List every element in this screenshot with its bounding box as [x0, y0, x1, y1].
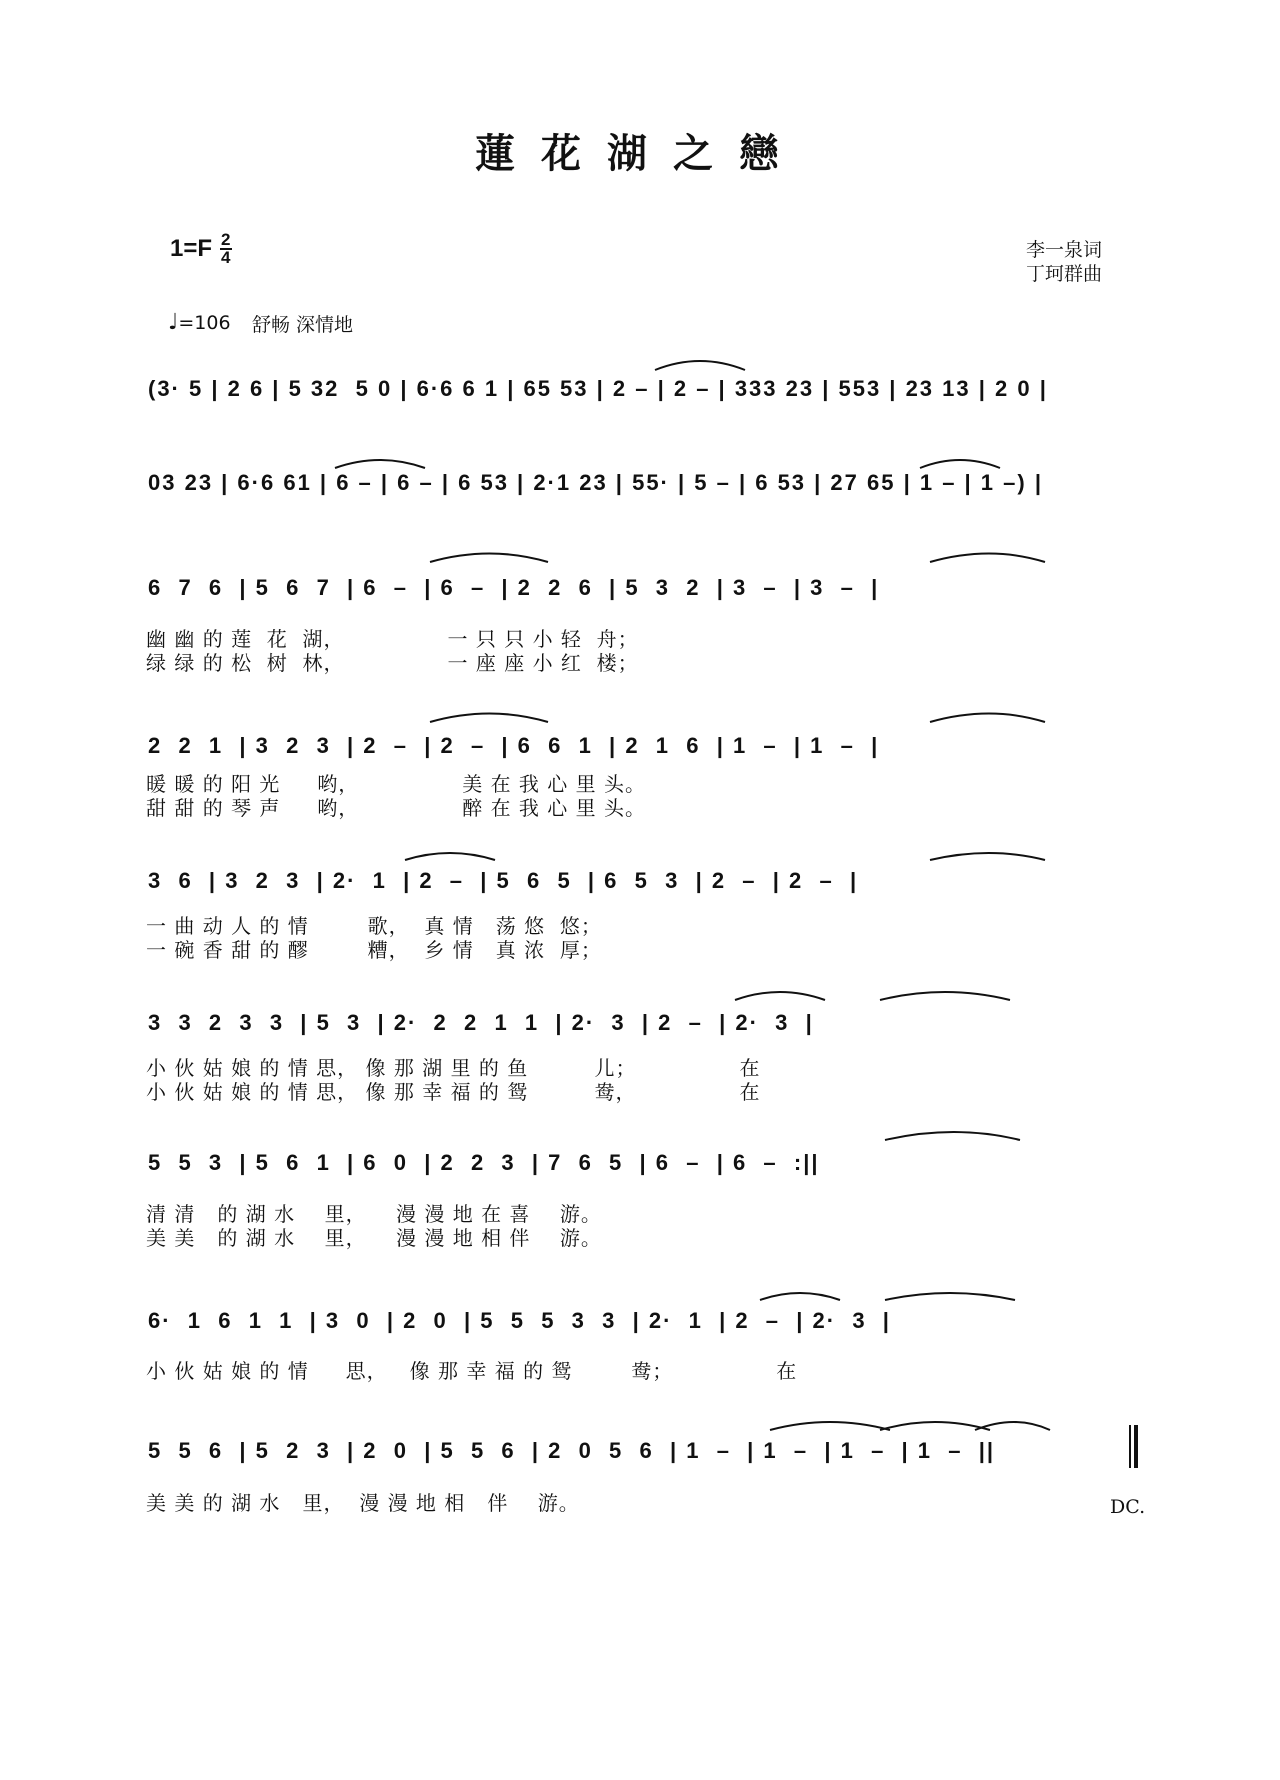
- expression-marking: 舒畅 深情地: [252, 314, 354, 336]
- quarter-note-icon: ♩: [168, 310, 179, 335]
- notation-row-2: 03 23 | 6·6 61 | 6 – | 6 – | 6 53 | 2·1 23 | 55· | 5 – | 6 53 | 27 65 | 1 – | 1 –) |: [148, 470, 1043, 495]
- tempo-marking: [168, 310, 231, 335]
- slur: [930, 853, 1045, 860]
- lyric-row-3-verse-2: 绿 绿 的 松 树 林， 一 座 座 小 红 楼；: [146, 651, 639, 675]
- lyric-row-8-verse-1: 小 伙 姑 娘 的 情 思， 像 那 幸 福 的 鸳 鸯； 在: [146, 1359, 798, 1383]
- time-signature: [220, 232, 231, 266]
- slur: [885, 1293, 1015, 1300]
- notation-row-1: (3· 5 | 2 6 | 5 32 5 0 | 6·6 6 1 | 65 53 | 2 – | 2 – | 333 23 | 553 | 23 13 | 2 0 |: [148, 376, 1048, 401]
- notation-row-6: 3 3 2 3 3 | 5 3 | 2· 2 2 1 1 | 2· 3 | 2 – | 2· 3 |: [148, 1010, 814, 1035]
- lyric-row-6-verse-2: 小 伙 姑 娘 的 情 思， 像 那 幸 福 的 鸳 鸯， 在: [146, 1080, 761, 1104]
- slur: [335, 460, 425, 468]
- slur: [430, 714, 548, 723]
- notation-row-3: 6 7 6 | 5 6 7 | 6 – | 6 – | 2 2 6 | 5 3 2 | 3 – | 3 – |: [148, 575, 880, 600]
- slur: [735, 992, 825, 1000]
- notation-row-7: 5 5 3 | 5 6 1 | 6 0 | 2 2 3 | 7 6 5 | 6 – | 6 – :||: [148, 1150, 820, 1175]
- composer-credit: 丁珂群曲: [1025, 263, 1102, 285]
- credits: [1026, 238, 1102, 286]
- slur: [975, 1422, 1050, 1430]
- key-signature: [170, 232, 232, 266]
- lyric-row-4-verse-2: 甜 甜 的 琴 声 哟， 醉 在 我 心 里 头。: [146, 796, 647, 820]
- slur: [920, 460, 1000, 468]
- slur: [430, 554, 548, 563]
- lyric-row-7-verse-2: 美 美 的 湖 水 里， 漫 漫 地 相 伴 游。: [146, 1226, 602, 1250]
- notation-row-4: 2 2 1 | 3 2 3 | 2 – | 2 – | 6 6 1 | 2 1 6 | 1 – | 1 – |: [148, 733, 880, 758]
- song-title: 蓮花湖之戀: [475, 130, 805, 177]
- time-bottom: 4: [221, 248, 231, 267]
- slur: [770, 1422, 890, 1430]
- tempo-value: =106: [178, 312, 231, 334]
- lyric-row-5-verse-1: 一 曲 动 人 的 情 歌， 真 情 荡 悠 悠；: [146, 914, 602, 938]
- da-capo-mark: DC.: [1110, 1496, 1146, 1518]
- lyric-row-6-verse-1: 小 伙 姑 娘 的 情 思， 像 那 湖 里 的 鱼 儿； 在: [146, 1056, 761, 1080]
- time-top: 2: [221, 230, 231, 249]
- slur: [880, 992, 1010, 1000]
- slur: [930, 554, 1045, 563]
- lyric-row-4-verse-1: 暖 暖 的 阳 光 哟， 美 在 我 心 里 头。: [146, 772, 647, 796]
- lyric-row-5-verse-2: 一 碗 香 甜 的 醪 糟， 乡 情 真 浓 厚；: [146, 938, 602, 962]
- lyricist-credit: 李一泉词: [1025, 239, 1102, 261]
- lyric-row-7-verse-1: 清 清 的 湖 水 里， 漫 漫 地 在 喜 游。: [146, 1202, 602, 1226]
- slur: [880, 1422, 990, 1430]
- notation-row-9: 5 5 6 | 5 2 3 | 2 0 | 5 5 6 | 2 0 5 6 | 1 – | 1 – | 1 – | 1 – ||: [148, 1438, 996, 1463]
- slur: [760, 1293, 840, 1300]
- notation-row-5: 3 6 | 3 2 3 | 2· 1 | 2 – | 5 6 5 | 6 5 3 | 2 – | 2 – |: [148, 868, 859, 893]
- slur: [405, 853, 495, 860]
- slur: [885, 1132, 1020, 1140]
- lyric-row-3-verse-1: 幽 幽 的 莲 花 湖， 一 只 只 小 轻 舟；: [146, 627, 639, 651]
- key-label: 1=F: [170, 235, 213, 262]
- slur: [930, 714, 1045, 723]
- notation-row-8: 6· 1 6 1 1 | 3 0 | 2 0 | 5 5 5 3 3 | 2· 1 | 2 – | 2· 3 |: [148, 1308, 891, 1333]
- lyric-row-9-verse-1: 美 美 的 湖 水 里， 漫 漫 地 相 伴 游。: [146, 1491, 580, 1515]
- slur: [655, 361, 745, 370]
